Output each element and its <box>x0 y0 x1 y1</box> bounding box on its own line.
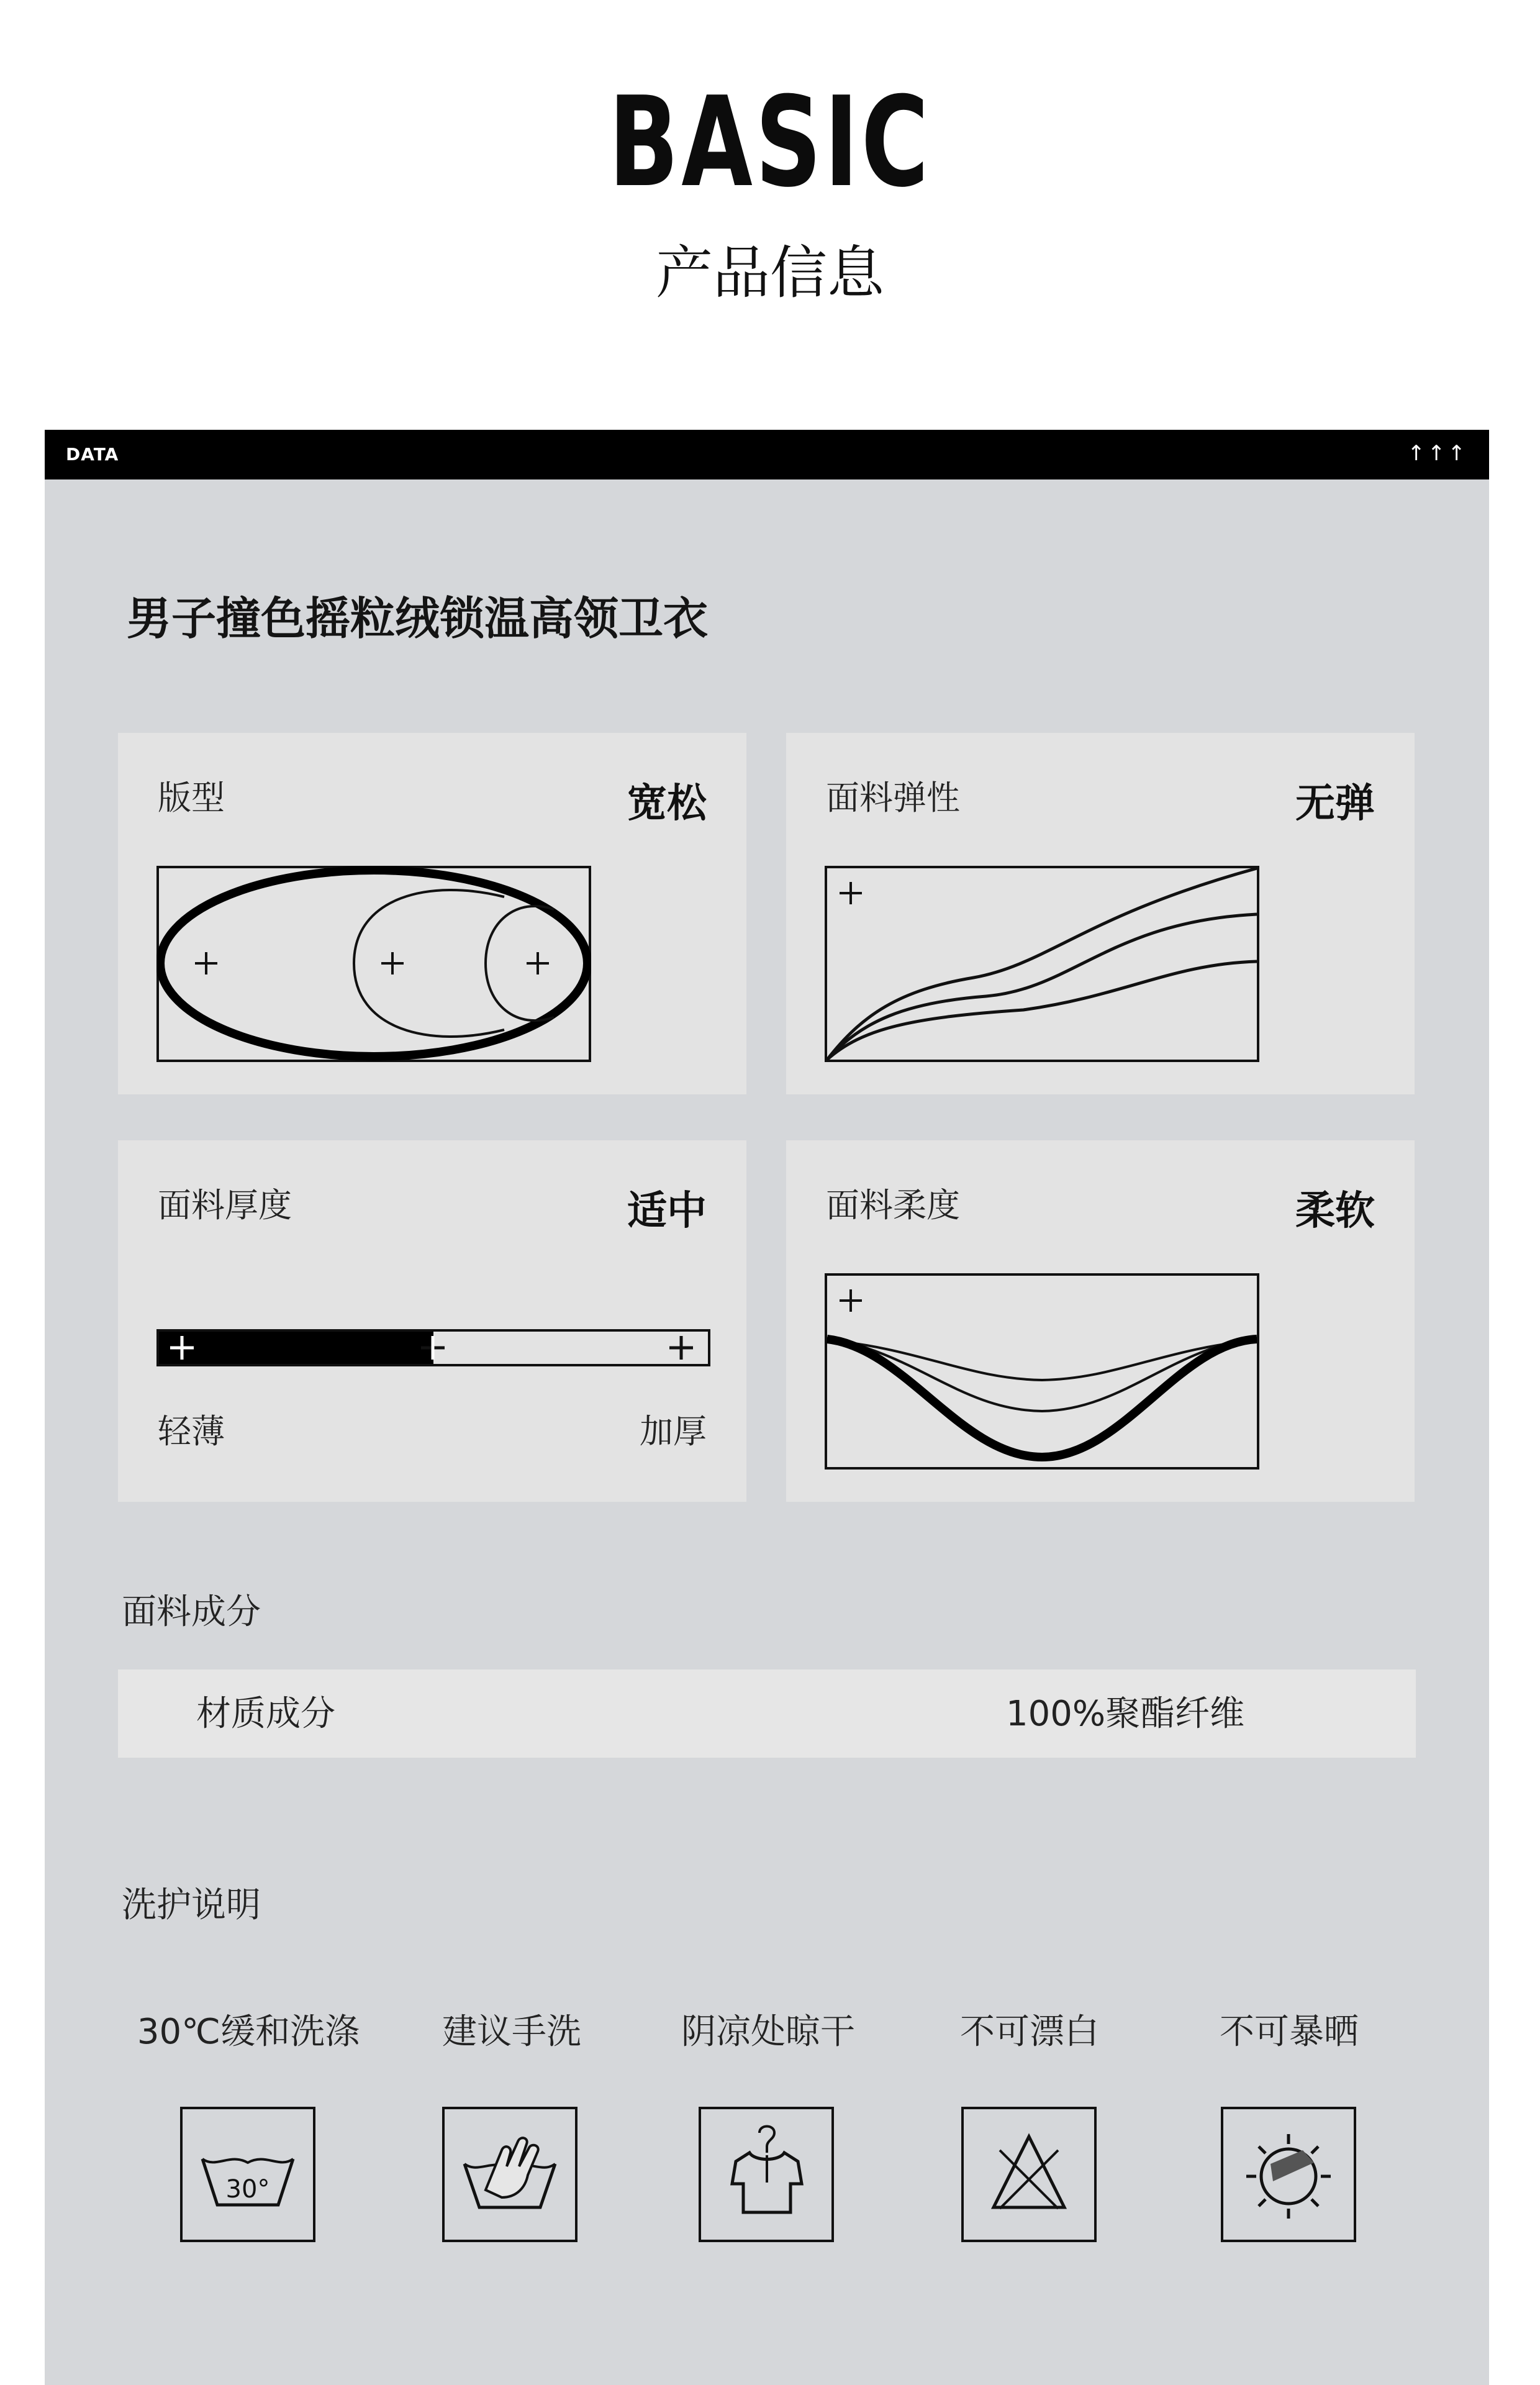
product-title: 男子撞色摇粒绒锁温高领卫衣 <box>127 593 709 645</box>
section-subtitle: 产品信息 <box>655 240 884 306</box>
spec-value: 柔软 <box>1295 1188 1375 1234</box>
no-bleach-icon <box>961 2107 1097 2242</box>
hand-wash-icon <box>442 2107 578 2242</box>
care-label-hand-wash: 建议手洗 <box>442 2012 581 2052</box>
wash-temp-text: 30° <box>225 2175 270 2204</box>
spec-value: 适中 <box>627 1188 707 1234</box>
composition-key: 材质成分 <box>196 1694 335 1734</box>
care-section-label: 洗护说明 <box>122 1885 261 1925</box>
fit-diagram-icon <box>156 866 591 1062</box>
spec-name: 面料厚度 <box>158 1186 292 1225</box>
brand-title: BASIC <box>609 70 931 215</box>
care-label-dry: 阴凉处晾干 <box>681 2012 855 2052</box>
spec-value: 无弹 <box>1295 781 1375 827</box>
care-label-bleach: 不可漂白 <box>960 2012 1099 2052</box>
up-arrows-icon: ↑↑↑ <box>1407 441 1468 466</box>
softness-diagram-icon <box>825 1273 1259 1470</box>
spec-card-thickness <box>118 1140 746 1502</box>
thickness-min-label: 轻薄 <box>158 1412 225 1451</box>
spec-name: 面料柔度 <box>826 1186 960 1225</box>
composition-row <box>118 1670 1416 1758</box>
hang-dry-shade-icon <box>699 2107 834 2242</box>
data-label: DATA <box>66 444 119 465</box>
spec-card-fit <box>118 733 746 1094</box>
spec-card-softness <box>786 1140 1415 1502</box>
thickness-level-fill <box>158 1330 433 1365</box>
composition-value: 100%聚酯纤维 <box>1006 1694 1245 1734</box>
composition-section-label: 面料成分 <box>122 1592 261 1632</box>
care-label-wash: 30℃缓和洗涤 <box>137 2012 360 2052</box>
thickness-max-label: 加厚 <box>640 1412 707 1451</box>
wash-30-icon <box>180 2107 315 2242</box>
spec-name: 面料弹性 <box>826 778 960 817</box>
spec-name: 版型 <box>158 778 225 817</box>
spec-value: 宽松 <box>627 781 707 827</box>
care-label-sun: 不可暴晒 <box>1220 2012 1359 2052</box>
elasticity-diagram-icon <box>825 866 1259 1062</box>
no-sun-icon <box>1221 2107 1356 2242</box>
spec-card-elasticity <box>786 733 1415 1094</box>
data-bar <box>45 430 1489 479</box>
thickness-scale <box>156 1329 710 1369</box>
